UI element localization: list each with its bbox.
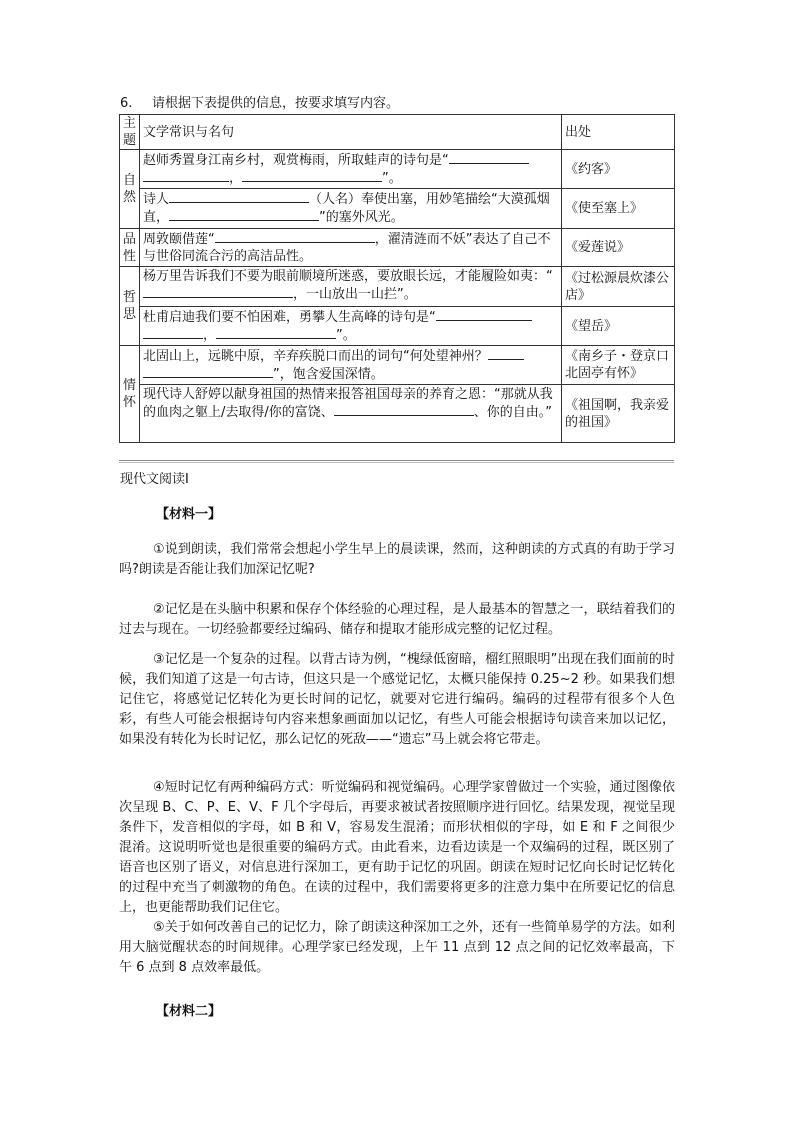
- answer-blank[interactable]: [334, 403, 474, 416]
- paragraph-3: ③记忆是一个复杂的过程。以背古诗为例，“槐绿低窗暗，榴红照眼明”出现在我们面前的时候，我们知道了这是一句古诗，但这只是一个感觉记忆，太概只能保持 0.25~2 秒。如果我们想记住它，将感觉记忆转化为更长时间的记忆，就要对它进行编码。编码的过程带有很多个人色彩，有些人可能会根据诗句内容来想象画面加以记忆，有些人可能会根据诗句读音来加以记忆，如果没有转化为长时记忆，那么记忆的死敌——“遗忘”马上就会将它带走。: [119, 652, 675, 747]
- row-source: 《使至塞上》: [562, 189, 675, 229]
- answer-blank[interactable]: [169, 208, 319, 221]
- question-heading: [120, 96, 399, 112]
- answer-blank[interactable]: [143, 365, 273, 378]
- answer-blank[interactable]: [488, 347, 524, 360]
- answer-blank[interactable]: [143, 326, 203, 339]
- theme-character: 品性: [120, 229, 140, 267]
- table-row: [120, 150, 675, 189]
- row-source: 《爱莲说》: [562, 229, 675, 267]
- table-row: [120, 346, 675, 385]
- header-theme: 主题: [120, 115, 140, 150]
- row-source: 《过松源晨炊漆公店》: [562, 267, 675, 307]
- row-content: 杜甫启迪我们要不怕困难，勇攀人生高峰的诗句是“ ， ”。: [140, 307, 562, 346]
- answer-blank[interactable]: [215, 230, 375, 243]
- table-header-row: [120, 115, 675, 150]
- paragraph-1: ①说到朗读，我们常常会想起小学生早上的晨读课，然而，这种朗读的方式真的有助于学习吗?朗读是否能让我们加深记忆呢?: [119, 542, 675, 577]
- table-row: [120, 307, 675, 346]
- theme-nature: 自然: [120, 150, 140, 229]
- row-source: 《望岳》: [562, 307, 675, 346]
- question-prompt: 请根据下表提供的信息，按要求填写内容。: [152, 96, 400, 111]
- row-content: 杨万里告诉我们不要为眼前顺境所迷惑，要放眼长远，才能履险如夷：“，一山放出一山拦”。: [140, 267, 562, 307]
- table-row: [120, 229, 675, 267]
- answer-blank[interactable]: [143, 285, 293, 298]
- paragraph-2: ②记忆是在头脑中积累和保存个体经验的心理过程，是人最基本的智慧之一，联结着我们的过去与现在。一切经验都要经过编码、储存和提取才能形成完整的记忆过程。: [119, 602, 675, 637]
- answer-blank[interactable]: [449, 151, 529, 164]
- answer-blank[interactable]: [143, 169, 229, 182]
- table-row: [120, 189, 675, 229]
- material-two-heading: 【材料二】: [156, 1004, 222, 1019]
- section-title: 现代文阅读Ⅰ: [120, 472, 189, 487]
- row-source: 《南乡子・登京口北固亭有怀》: [562, 346, 675, 385]
- table-row: [120, 385, 675, 443]
- header-source: 出处: [562, 115, 675, 150]
- answer-blank[interactable]: [216, 326, 336, 339]
- row-source: 《约客》: [562, 150, 675, 189]
- row-content: 周敦颐借莲“ ，濯清涟而不妖”表达了自己不与世俗同流合污的高洁品性。: [140, 229, 562, 267]
- row-content: 赵师秀置身江南乡村，观赏梅雨，所取蛙声的诗句是“ ， ”。: [140, 150, 562, 189]
- answer-blank[interactable]: [436, 308, 532, 321]
- table-row: [120, 267, 675, 307]
- material-one-heading: 【材料一】: [156, 507, 222, 522]
- paragraph-5: ⑤关于如何改善自己的记忆力，除了朗读这种深加工之外，还有一些简单易学的方法。如利用大脑觉醒状态的时间规律。心理学家已经发现，上午 11 点到 12 点之间的记忆效率最高，下午 6 点到 8 点效率最低。: [119, 920, 675, 975]
- info-table: [119, 114, 675, 443]
- section-divider: [119, 460, 674, 463]
- question-number: 6.: [120, 96, 133, 111]
- answer-blank[interactable]: [169, 190, 309, 203]
- answer-blank[interactable]: [242, 169, 382, 182]
- row-content: 现代诗人舒婷以献身祖国的热情来报答祖国母亲的养育之恩：“那就从我的血肉之躯上/去取得/你的富饶、 、你的自由。”: [140, 385, 562, 443]
- row-content: 北固山上，远眺中原，辛弃疾脱口而出的词句“何处望神州？ ”，饱含爱国深情。: [140, 346, 562, 385]
- header-content: 文学常识与名句: [140, 115, 562, 150]
- theme-sentiment: 情怀: [120, 346, 140, 443]
- paragraph-4: ④短时记忆有两种编码方式：听觉编码和视觉编码。心理学家曾做过一个实验，通过图像依次呈现 B、C、P、E、V、F 几个字母后，再要求被试者按照顺序进行回忆。结果发现，视觉呈现条件下，发音相似的字母，如 B 和 V，容易发生混淆；而形状相似的字母，如 E 和 F 之间很少混淆。这说明听觉也是很重要的编码方式。由此看来，边看边读是一个双编码的过程，既区别了语音也区别了语义，对信息进行深加工，更有助于记忆的巩固。朗读在短时记忆向长时记忆转化的过程中充当了刺激物的角色。在读的过程中，我们需要将更多的注意力集中在所要记忆的信息上，也更能帮助我们记住它。: [119, 780, 675, 915]
- row-source: 《祖国啊，我亲爱的祖国》: [562, 385, 675, 443]
- row-content: 诗人 （人名）奉使出塞，用妙笔描绘“大漠孤烟直， ”的塞外风光。: [140, 189, 562, 229]
- theme-philosophy: 哲思: [120, 267, 140, 346]
